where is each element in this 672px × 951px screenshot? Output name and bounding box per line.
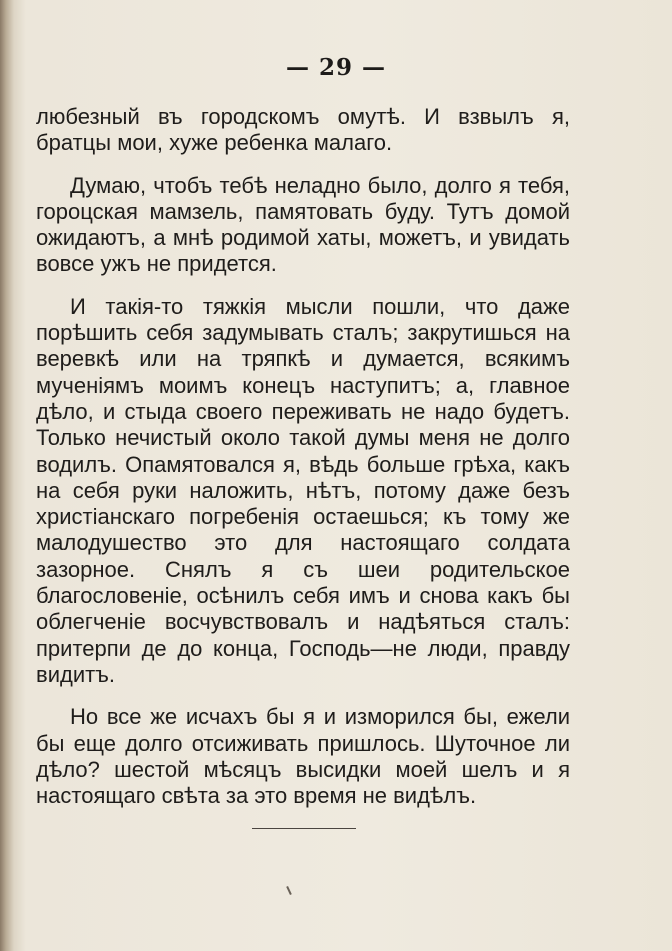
paragraph-1: любезный въ городскомъ омутѣ. И взвылъ я, братцы мои, хуже ребенка малаго.	[36, 104, 570, 156]
paragraph-4: Но все же исчахъ бы я и изморился бы, ежели бы еще долго отсиживать пришлось. Шуточное ли дѣло? шестой мѣсяцъ высидки моей шелъ и я настоящаго свѣта за это время не видѣлъ.	[36, 704, 570, 809]
paragraph-3: И такія-то тяжкія мысли пошли, что даже порѣшить себя задумывать сталъ; закрутишься на веревкѣ или на тряпкѣ и думается, всякимъ мученіямъ моимъ конецъ наступитъ; а, главное дѣло, и стыда своего переживать не надо будетъ. Только нечистый около такой думы меня не долго водилъ. Опамятовался я, вѣдь больше грѣха, какъ на себя руки наложить, нѣтъ, потому даже безъ христіанскаго погребенія остаешься; къ тому же малодушество это для настоящаго солдата зазорное. Снялъ я съ шеи родительское благословеніе, осѣнилъ себя имъ и снова какъ бы облегченіе восчувствовалъ и надѣяться сталъ: притерпи де до конца, Господь—не люди, правду видитъ.	[36, 293, 570, 687]
body-text	[36, 104, 570, 809]
paragraph-2: Думаю, чтобъ тебѣ неладно было, долго я тебя, гороцская мамзель, памятовать буду. Тутъ домой ожидаютъ, а мнѣ родимой хаты, можетъ, и увидать вовсе ужъ не придется.	[36, 172, 570, 277]
paper-speck	[286, 886, 292, 895]
section-end-rule	[252, 828, 356, 829]
page-number: — 29 —	[285, 54, 387, 81]
